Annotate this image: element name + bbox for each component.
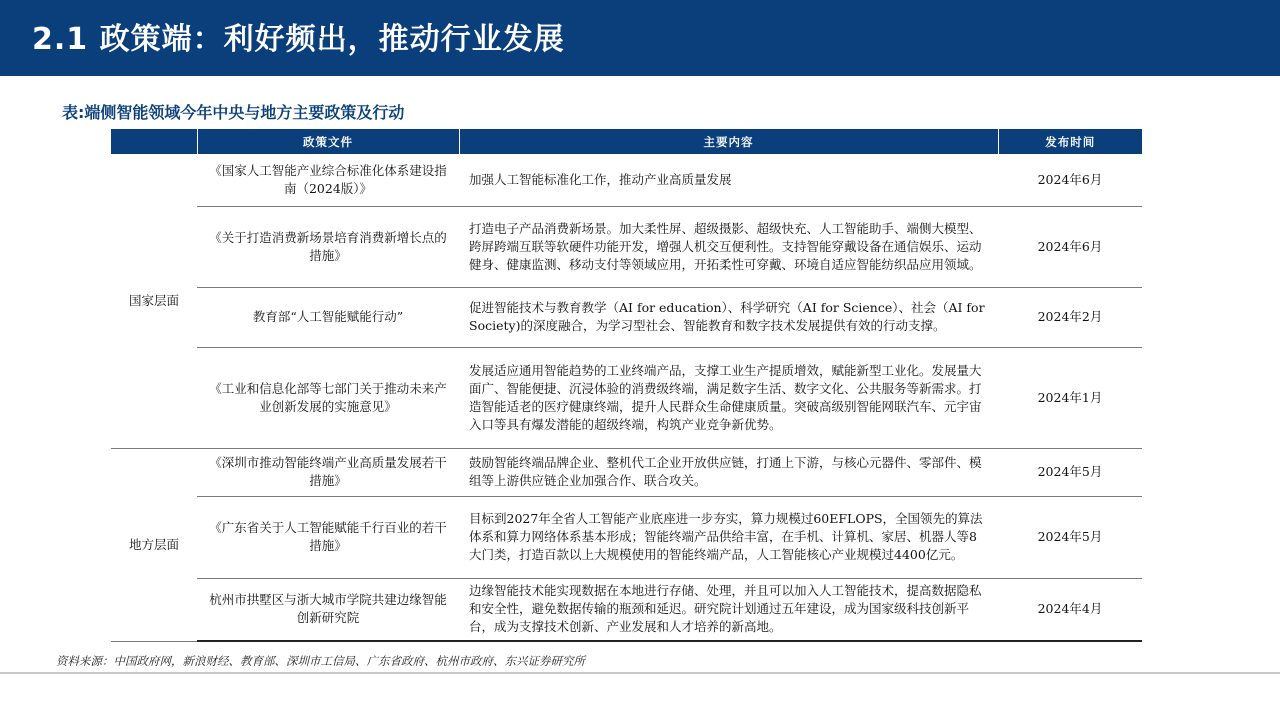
release-date: 2024年6月 <box>998 206 1142 287</box>
table-row <box>111 287 1142 347</box>
policy-document: 《国家人工智能产业综合标准化体系建设指南（2024版）》 <box>197 154 459 206</box>
policy-document: 《工业和信息化部等七部门关于推动未来产业创新发展的实施意见》 <box>197 347 459 448</box>
level-national: 国家层面 <box>111 154 197 448</box>
policy-content: 打造电子产品消费新场景。加大柔性屏、超级摄影、超级快充、人工智能助手、端侧大模型、跨屏跨端互联等软硬件功能开发，增强人机交互便利性。支持智能穿戴设备在通信娱乐、运动健身、健康监测、移动支付等领域应用，开拓柔性可穿戴、环境自适应智能纺织品应用领域。 <box>459 206 998 287</box>
policy-document: 《广东省关于人工智能赋能千行百业的若干措施》 <box>197 496 459 578</box>
table-row <box>111 496 1142 578</box>
bottom-divider <box>0 672 1280 674</box>
policy-table <box>111 129 1142 642</box>
table-row <box>111 206 1142 287</box>
policy-document: 教育部“人工智能赋能行动” <box>197 287 459 347</box>
release-date: 2024年1月 <box>998 347 1142 448</box>
release-date: 2024年4月 <box>998 578 1142 641</box>
policy-document: 《关于打造消费新场景培育消费新增长点的措施》 <box>197 206 459 287</box>
table-row <box>111 154 1142 206</box>
policy-content: 目标到2027年全省人工智能产业底座进一步夯实，算力规模过60EFLOPS，全国领先的算法体系和算力网络体系基本形成；智能终端产品供给丰富，在手机、计算机、家居、机器人等8大门类，打造百款以上大规模使用的智能终端产品，人工智能核心产业规模过4400亿元。 <box>459 496 998 578</box>
header-policy-document: 政策文件 <box>197 129 459 154</box>
source-note: 资料来源：中国政府网，新浪财经、教育部、深圳市工信局、广东省政府、杭州市政府、东兴证券研究所 <box>56 654 585 668</box>
header-main-content: 主要内容 <box>459 129 998 154</box>
policy-document: 《深圳市推动智能终端产业高质量发展若干措施》 <box>197 448 459 496</box>
title-bar <box>0 0 1280 76</box>
policy-content: 发展适应通用智能趋势的工业终端产品，支撑工业生产提质增效，赋能新型工业化。发展量大面广、智能便捷、沉浸体验的消费级终端，满足数字生活、数字文化、公共服务等新需求。打造智能适老的医疗健康终端，提升人民群众生命健康质量。突破高级别智能网联汽车、元宇宙入口等具有爆发潜能的超级终端，构筑产业竞争新优势。 <box>459 347 998 448</box>
release-date: 2024年2月 <box>998 287 1142 347</box>
header-release-date: 发布时间 <box>998 129 1142 154</box>
policy-document: 杭州市拱墅区与浙大城市学院共建边缘智能创新研究院 <box>197 578 459 641</box>
release-date: 2024年5月 <box>998 448 1142 496</box>
page-title: 2.1 政策端：利好频出，推动行业发展 <box>32 22 565 57</box>
table-row <box>111 578 1142 641</box>
policy-content: 鼓励智能终端品牌企业、整机代工企业开放供应链，打通上下游，与核心元器件、零部件、模组等上游供应链企业加强合作、联合攻关。 <box>459 448 998 496</box>
table-row <box>111 448 1142 496</box>
policy-content: 加强人工智能标准化工作，推动产业高质量发展 <box>459 154 998 206</box>
table-header-row <box>111 129 1142 154</box>
release-date: 2024年5月 <box>998 496 1142 578</box>
release-date: 2024年6月 <box>998 154 1142 206</box>
table-caption: 表:端侧智能领域今年中央与地方主要政策及行动 <box>62 103 405 122</box>
header-level <box>111 129 197 154</box>
policy-content: 边缘智能技术能实现数据在本地进行存储、处理，并且可以加入人工智能技术，提高数据隐私和安全性，避免数据传输的瓶颈和延迟。研究院计划通过五年建设，成为国家级科技创新平台，成为支撑技术创新、产业发展和人才培养的新高地。 <box>459 578 998 641</box>
policy-content: 促进智能技术与教育教学（AI for education）、科学研究（AI for Science）、社会（AI for Society)的深度融合，为学习型社会、智能教育和数字技术发展提供有效的行动支撑。 <box>459 287 998 347</box>
level-local: 地方层面 <box>111 448 197 641</box>
table-row <box>111 347 1142 448</box>
